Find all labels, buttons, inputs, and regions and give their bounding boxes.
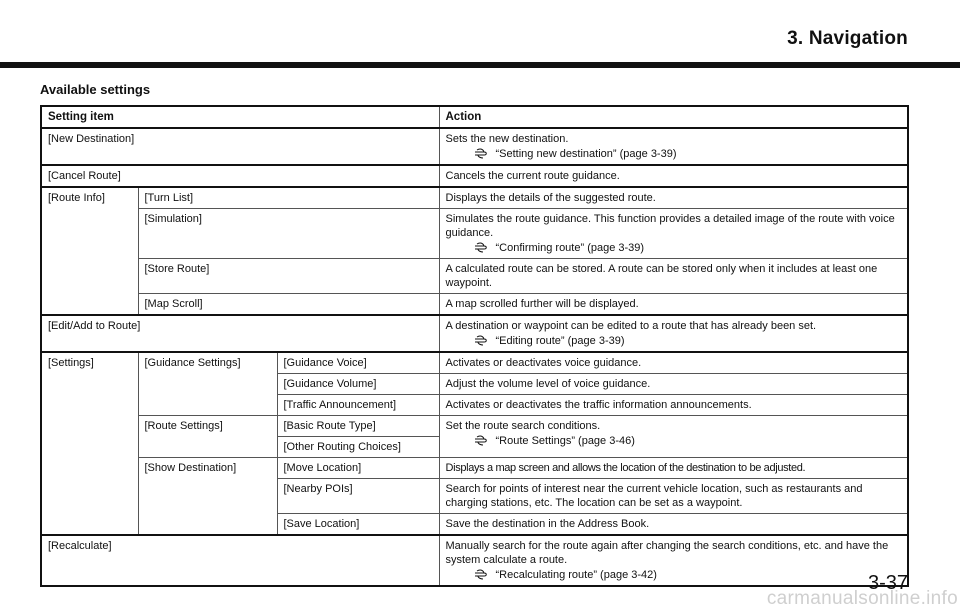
action-text: Sets the new destination.	[445, 133, 569, 145]
action-text: A calculated route can be stored. A route can be stored only when it includes at least one waypoint.	[439, 259, 908, 294]
header-rule	[0, 62, 960, 68]
page-reference[interactable]	[446, 568, 903, 582]
setting-map-scroll: [Map Scroll]	[138, 294, 439, 316]
reference-text: “Confirming route” (page 3-39)	[495, 242, 645, 254]
action-text: A map scrolled further will be displayed.	[439, 294, 908, 316]
chapter-title: 3. Navigation	[787, 28, 908, 49]
reference-text: “Editing route” (page 3-39)	[495, 335, 625, 347]
setting-cancel-route: [Cancel Route]	[41, 165, 439, 187]
action-cell	[439, 416, 908, 458]
action-text: Activates or deactivates voice guidance.	[439, 352, 908, 374]
action-text: Search for points of interest near the current vehicle location, such as restaurants and charging stations, etc. The location can be set as a waypoint.	[439, 479, 908, 514]
table-row	[41, 209, 908, 259]
table-row	[41, 315, 908, 352]
setting-move-location: [Move Location]	[277, 458, 439, 479]
setting-turn-list: [Turn List]	[138, 187, 439, 209]
header-setting-item: Setting item	[41, 106, 439, 128]
table-row	[41, 416, 908, 437]
setting-nearby-pois: [Nearby POIs]	[277, 479, 439, 514]
table-row	[41, 128, 908, 165]
action-text: Simulates the route guidance. This function provides a detailed image of the route with voice guidance.	[445, 213, 895, 239]
table-row	[41, 259, 908, 294]
setting-guidance-voice: [Guidance Voice]	[277, 352, 439, 374]
table-row	[41, 458, 908, 479]
section-title: Available settings	[40, 82, 151, 97]
setting-save-location: [Save Location]	[277, 514, 439, 536]
reference-text: “Setting new destination” (page 3-39)	[495, 148, 677, 160]
setting-recalculate: [Recalculate]	[41, 535, 439, 586]
setting-other-routing-choices: [Other Routing Choices]	[277, 437, 439, 458]
table-row	[41, 165, 908, 187]
action-text: Activates or deactivates the traffic information announcements.	[439, 395, 908, 416]
page-reference[interactable]	[446, 334, 903, 348]
setting-route-info: [Route Info]	[41, 187, 138, 315]
action-text: Displays the details of the suggested route.	[439, 187, 908, 209]
pointing-hand-icon	[474, 242, 492, 253]
setting-show-destination: [Show Destination]	[138, 458, 277, 536]
table-header-row	[41, 106, 908, 128]
reference-text: “Route Settings” (page 3-46)	[495, 435, 635, 447]
setting-route-settings: [Route Settings]	[138, 416, 277, 458]
action-text: Displays a map screen and allows the location of the destination to be adjusted.	[439, 458, 908, 479]
setting-new-destination: [New Destination]	[41, 128, 439, 165]
table-row	[41, 535, 908, 586]
reference-text: “Recalculating route” (page 3-42)	[495, 569, 657, 581]
setting-traffic-announcement: [Traffic Announcement]	[277, 395, 439, 416]
table-row	[41, 187, 908, 209]
table-row	[41, 294, 908, 316]
action-text: Adjust the volume level of voice guidance.	[439, 374, 908, 395]
pointing-hand-icon	[474, 569, 492, 580]
page-number: 3-37	[867, 572, 908, 594]
action-text: Set the route search conditions.	[445, 420, 601, 432]
setting-store-route: [Store Route]	[138, 259, 439, 294]
pointing-hand-icon	[474, 435, 492, 446]
action-cell	[439, 128, 908, 165]
setting-settings: [Settings]	[41, 352, 138, 535]
pointing-hand-icon	[474, 148, 492, 159]
watermark: carmanualsonline.info	[766, 588, 958, 609]
action-cell	[439, 209, 908, 259]
settings-table	[40, 105, 909, 587]
setting-guidance-volume: [Guidance Volume]	[277, 374, 439, 395]
action-text: Manually search for the route again after changing the search conditions, etc. and have the system calculate a route.	[445, 540, 889, 566]
action-text: Save the destination in the Address Book.	[439, 514, 908, 536]
action-cell	[439, 535, 908, 586]
page-reference[interactable]	[446, 434, 903, 448]
action-text: A destination or waypoint can be edited to a route that has already been set.	[445, 320, 817, 332]
setting-guidance-settings: [Guidance Settings]	[138, 352, 277, 416]
page-reference[interactable]	[446, 241, 903, 255]
table-row	[41, 352, 908, 374]
setting-edit-add-route: [Edit/Add to Route]	[41, 315, 439, 352]
page-reference[interactable]	[446, 147, 903, 161]
action-text: Cancels the current route guidance.	[439, 165, 908, 187]
setting-basic-route-type: [Basic Route Type]	[277, 416, 439, 437]
pointing-hand-icon	[474, 335, 492, 346]
setting-simulation: [Simulation]	[138, 209, 439, 259]
action-cell	[439, 315, 908, 352]
header-action: Action	[439, 106, 908, 128]
